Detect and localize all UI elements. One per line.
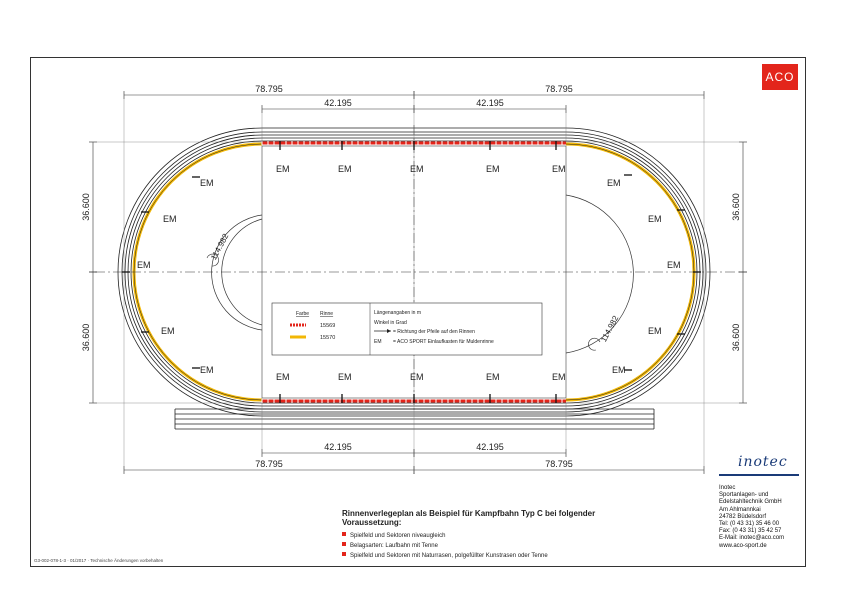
legend-note-arrow: = Richtung der Pfeile auf den Rinnen xyxy=(393,329,475,335)
em-inlet-label: EM xyxy=(161,326,175,336)
em-inlet-label: EM xyxy=(276,164,290,174)
title-line-2: Voraussetzung: xyxy=(342,518,402,527)
dim-right-upper-label: 36.600 xyxy=(731,193,741,221)
dim-top-left-inner-label: 42.195 xyxy=(324,98,352,108)
company-line: Tel: (0 43 31) 35 46 00 xyxy=(719,521,780,528)
dim-bottom-left-outer-label: 78.795 xyxy=(255,459,283,469)
dim-left-lower-label: 36.600 xyxy=(81,323,91,352)
em-inlet-label: EM xyxy=(338,372,352,382)
em-inlet-label: EM xyxy=(648,326,662,336)
em-inlet-label: EM xyxy=(667,260,681,270)
bullet-square-icon xyxy=(342,552,346,556)
d-segment-left xyxy=(212,215,262,330)
em-inlet-label: EM xyxy=(137,260,151,270)
company-line: Edelstahltechnik GmbH xyxy=(719,499,782,506)
condition-item: Spielfeld und Sektoren niveaugleich xyxy=(342,531,682,541)
company-line: Fax: (0 43 31) 35 42 57 xyxy=(719,528,782,535)
dim-bottom-left-inner-label: 42.195 xyxy=(324,442,352,452)
em-inlet-label: EM xyxy=(163,214,177,224)
em-inlet-label: EM xyxy=(486,164,500,174)
em-inlet-label: EM xyxy=(648,214,662,224)
company-line: Inotec xyxy=(719,485,736,491)
dim-top-left-outer-label: 78.795 xyxy=(255,84,283,94)
legend-col-color: Farbe xyxy=(296,311,310,317)
dim-top-right-outer-label: 78.795 xyxy=(545,84,573,94)
dim-left-upper-label: 36.600 xyxy=(81,193,91,221)
title-line-1: Rinnenverlegeplan als Beispiel für Kampfbahn Typ C bei folgender xyxy=(342,509,596,518)
inotec-rule xyxy=(719,474,799,476)
legend-col-channel: Rinne xyxy=(320,311,334,317)
inotec-brand: inotec xyxy=(738,454,788,470)
angle-label-right: 114.982 xyxy=(599,314,621,344)
company-line: www.aco-sport.de xyxy=(719,542,767,549)
em-inlet-label: EM xyxy=(552,372,566,382)
dim-bottom-right-outer-label: 78.795 xyxy=(545,459,573,469)
dim-right-lower-label: 36.600 xyxy=(731,323,741,352)
angle-label-left: 114.982 xyxy=(209,232,231,262)
title-block xyxy=(342,509,682,561)
legend-yellow-channel: 15570 xyxy=(320,335,336,341)
legend-note-em-key: EM xyxy=(374,339,382,345)
em-inlet-label: EM xyxy=(410,164,424,174)
em-inlet-label: EM xyxy=(200,178,214,188)
em-inlet-label: EM xyxy=(612,365,626,375)
legend-note-units: Längenangaben in m xyxy=(374,310,421,316)
dim-bottom-right-inner-label: 42.195 xyxy=(476,442,504,452)
company-address-block xyxy=(719,485,809,550)
em-inlet-label: EM xyxy=(200,365,214,375)
condition-item: Spielfeld und Sektoren mit Naturrasen, polgefüllter Kunstrasen oder Tenne xyxy=(342,551,682,561)
legend-red-channel: 15569 xyxy=(320,323,336,329)
em-inlet-label: EM xyxy=(338,164,352,174)
condition-item: Belagsarten: Laufbahn mit Tenne xyxy=(342,541,682,551)
em-inlet-label: EM xyxy=(276,372,290,382)
aco-logo: ACO xyxy=(762,64,798,90)
company-line: Am Ahlmannkai xyxy=(719,506,761,513)
dim-top-right-inner-label: 42.195 xyxy=(476,98,504,108)
d-segment-right xyxy=(566,195,633,353)
bullet-square-icon xyxy=(342,532,346,536)
legend-note-angle: Winkel in Grad xyxy=(374,320,407,326)
em-inlet-label: EM xyxy=(607,178,621,188)
company-line: 24782 Büdelsdorf xyxy=(719,513,767,520)
em-inlet-label: EM xyxy=(410,372,424,382)
em-inlet-label: EM xyxy=(486,372,500,382)
bullet-square-icon xyxy=(342,542,346,546)
company-line: Sportanlagen- und xyxy=(719,492,769,499)
footnote: G3-002-078-1-3 · 01/2017 · Technische Änderungen vorbehalten xyxy=(34,558,164,563)
company-line: E-Mail: inotec@aco.com xyxy=(719,535,785,542)
em-inlet-label: EM xyxy=(552,164,566,174)
legend-note-em: = ACO SPORT Einlaufkasten für Muldenrinne xyxy=(393,339,494,345)
